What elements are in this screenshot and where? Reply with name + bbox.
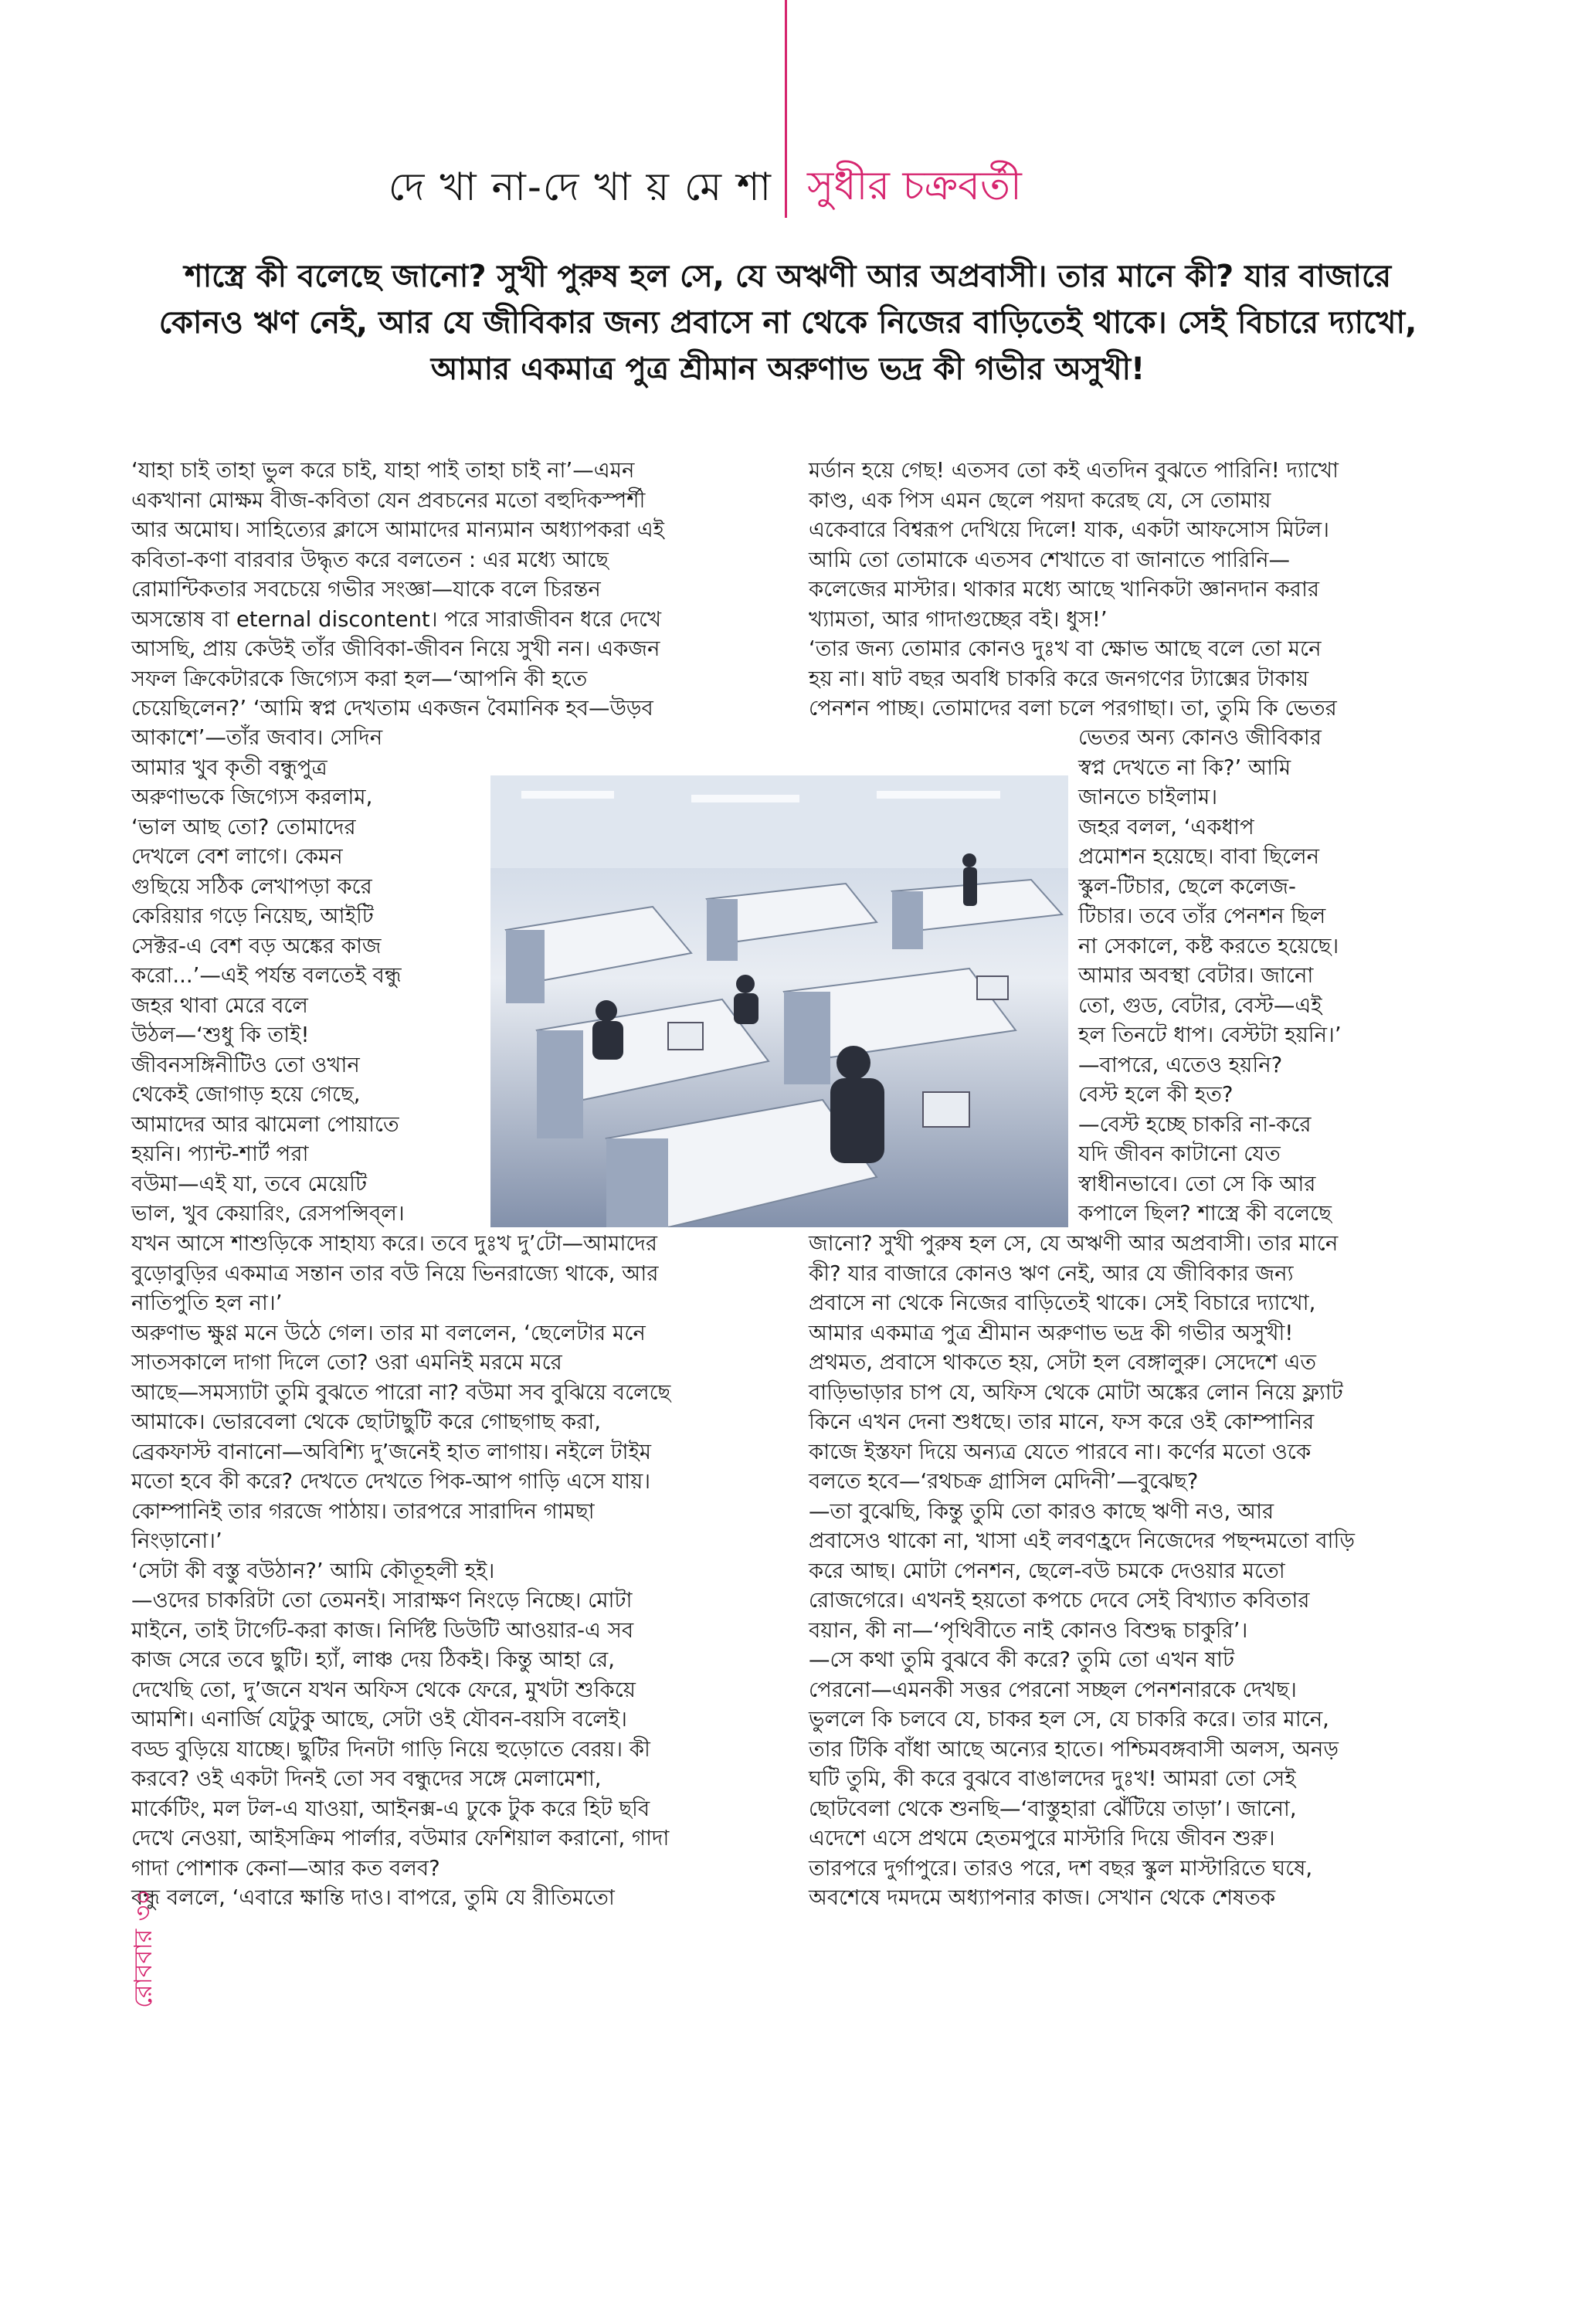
text-line: —ওদের চাকরিটা তো তেমনই। সারাক্ষণ নিংড়ে নিচ্ছে। মোটা [131,1588,633,1613]
text-line: অরুণাভ ক্ষুণ্ণ মনে উঠে গেল। তার মা বললেন, ‘ছেলেটার মনে [131,1320,646,1345]
text-line: বন্ধু বললে, ‘এবারে ক্ষান্তি দাও। বাপরে, তুমি যে রীতিমতো [131,1885,615,1910]
text-line: মার্কেটিং, মল টল-এ যাওয়া, আইনক্স-এ ঢুকে টুক করে হিট ছবি [131,1796,650,1821]
text-line: সাতসকালে দাগা দিলে তো? ওরা এমনিই মরমে মরে [131,1350,562,1375]
text-line: রোজগেরে। এখনই হয়তো কপচে দেবে সেই বিখ্যাত কবিতার [809,1588,1310,1613]
text-line: কলেজের মাস্টার। থাকার মধ্যে আছে খানিকটা জ্ঞানদান করার [809,577,1320,602]
text-line: আমাকে। ভোরবেলা থেকে ছোটাছুটি করে গোছগাছ করা, [131,1410,601,1434]
text-line: এদেশে এসে প্রথমে হেতমপুরে মাস্টারি দিয়ে জীবন শুরু। [809,1826,1275,1851]
text-line: আমাদের আর ঝামেলা পোয়াতে [131,1111,399,1137]
right-column-top [809,456,1447,724]
text-line: হল তিনটে ধাপ। বেস্টটা হয়নি।’ [1078,1023,1342,1047]
text-line: মর্ডান হয়ে গেছ! এতসব তো কই এতদিন বুঝতে পারিনি! দ্যাখো [809,458,1339,483]
text-line: থেকেই জোগাড় হয়ে গেছে, [131,1082,361,1107]
text-line: নিংড়ানো।’ [131,1528,222,1553]
text-line: আমার একমাত্র পুত্র শ্রীমান অরুণাভ ভদ্র কী গভীর অসুখী! [809,1320,1294,1345]
text-line: প্রথমত, প্রবাসে থাকতে হয়, সেটা হল বেঙ্গালুরু। সেদেশে এত [809,1350,1317,1375]
text-line: কাণ্ড, এক পিস এমন ছেলে পয়দা করেছ যে, সে তোমায় [809,487,1271,513]
text-line: আসছি, প্রায় কেউই তাঁর জীবিকা-জীবন নিয়ে সুখী নন। একজন [131,636,660,661]
lead-line: শাস্ত্রে কী বলেছে জানো? সুখী পুরুষ হল সে, যে অঋণী আর অপ্রবাসী। তার মানে কী? যার বাজারে [184,259,1392,294]
left-column-top [131,456,779,724]
text-line: রোমান্টিকতার সবচেয়ে গভীর সংজ্ঞা—যাকে বলে চিরন্তন [131,577,601,602]
text-line: তারপরে দুর্গাপুরে। তারও পরে, দশ বছর স্কুল মাস্টারিতে ঘষে, [809,1855,1313,1881]
office-cubicles-photo [490,775,1068,1227]
text-line: আমি তো তোমাকে এতসব শেখাতে বা জানাতে পারিনি— [809,547,1290,572]
left-column-bottom [131,1229,779,1913]
text-line: ভেতর অন্য কোনও জীবিকার [1078,725,1322,750]
text-line: জানো? সুখী পুরুষ হল সে, যে অঋণী আর অপ্রবাসী। তার মানে [809,1231,1339,1256]
page-folio: রোববার ৩০ [128,1888,158,2008]
text-line: বলতে হবে—‘রথচক্র গ্রাসিল মেদিনী’—বুঝেছ? [809,1469,1199,1494]
text-line: করো...’—এই পর্যন্ত বলতেই বন্ধু [131,963,402,988]
text-line: একখানা মোক্ষম বীজ-কবিতা যেন প্রবচনের মতো বহুদিকস্পর্শী [131,487,646,513]
text-line: ‘ভাল আছ তো? তোমাদের [131,814,356,840]
text-line: গুছিয়ে সঠিক লেখাপড়া করে [131,874,372,899]
lead-paragraph [131,253,1444,392]
text-line: চেয়েছিলেন?’ ‘আমি স্বপ্ন দেখতাম একজন বৈমানিক হব—উড়ব [131,696,653,721]
text-line: কিনে এখন দেনা শুধছে। তার মানে, ফস করে ওই কোম্পানির [809,1410,1315,1434]
text-line: আমশি। এনার্জি যেটুকু আছে, সেটা ওই যৌবন-বয়সি বলেই। [131,1707,627,1732]
text-line: অসন্তোষ বা eternal discontent। পরে সারাজীবন ধরে দেখে [131,606,662,632]
text-line: —সে কথা তুমি বুঝবে কী করে? তুমি তো এখন ষাট [809,1647,1234,1672]
author-name: সুধীর চক্রবর্তী [807,163,1022,209]
text-line: একেবারে বিশ্বরূপ দেখিয়ে দিলে! যাক, একটা আফসোস মিটল। [809,517,1329,542]
text-line: সেক্টর-এ বেশ বড় অঙ্কের কাজ [131,933,382,958]
text-line: পেরনো—এমনকী সত্তর পেরনো সচ্ছল পেনশনারকে দেখছ। [809,1677,1297,1702]
text-line: ‘সেটা কী বস্তু বউঠান?’ আমি কৌতূহলী হই। [131,1558,495,1583]
text-line: স্বপ্ন দেখতে না কি?’ আমি [1078,755,1291,780]
text-line: —বাপরে, এতেও হয়নি? [1078,1052,1283,1077]
text-line: বয়ান, কী না—‘পৃথিবীতে নাই কোনও বিশুদ্ধ চাকুরি’। [809,1617,1248,1643]
text-line: ভুললে কি চলবে যে, চাকর হল সে, যে চাকরি করে। তার মানে, [809,1707,1329,1732]
text-line: দেখে নেওয়া, আইসক্রিম পার্লার, বউমার ফেশিয়াল করানো, গাদা [131,1826,670,1851]
article-title: দে খা না-দে খা য় মে শা [388,165,772,209]
text-line: কোম্পানিই তার গরজে পাঠায়। তারপরে সারাদিন গামছা [131,1498,595,1524]
text-line: যদি জীবন কাটানো যেত [1078,1142,1281,1166]
text-line: জানতে চাইলাম। [1078,785,1218,809]
left-column-narrow [131,723,479,1229]
text-line: তো, গুড, বেটার, বেস্ট—এই [1078,992,1322,1018]
text-line: —বেস্ট হচ্ছে চাকরি না-করে [1078,1111,1312,1137]
text-line: দেখেছি তো, দু’জনে যখন অফিস থেকে ফেরে, মুখটা শুকিয়ে [131,1677,636,1702]
text-line: কাজে ইস্তফা দিয়ে অন্যত্র যেতে পারবে না। কর্ণের মতো ওকে [809,1439,1312,1464]
lead-line: কোনও ঋণ নেই, আর যে জীবিকার জন্য প্রবাসে না থেকে নিজের বাড়িতেই থাকে। সেই বিচারে দ্যাখো, [158,305,1417,341]
text-line: আর অমোঘ। সাহিত্যের ক্লাসে আমাদের মান্যমান অধ্যাপকরা এই [131,517,664,542]
right-column-narrow [1078,723,1447,1229]
text-line: বুড়োবুড়ির একমাত্র সন্তান তার বউ নিয়ে ভিনরাজ্যে থাকে, আর [131,1260,659,1286]
text-line: টিচার। তবে তাঁর পেনশন ছিল [1078,904,1326,928]
text-line: সফল ক্রিকেটারকে জিগ্যেস করা হল—‘আপনি কী হতে [131,666,588,691]
text-line: আমার খুব কৃতী বন্ধুপুত্র [131,755,327,780]
text-line: করবে? ওই একটা দিনই তো সব বন্ধুদের সঙ্গে মেলামেশা, [131,1766,602,1791]
text-line: প্রবাসেও থাকো না, খাসা এই লবণহ্রদে নিজেদের পছন্দমতো বাড়ি [809,1528,1355,1553]
text-line: ঘটি তুমি, কী করে বুঝবে বাঙালদের দুঃখ! আমরা তো সেই [809,1766,1296,1791]
text-line: ‘যাহা চাই তাহা ভুল করে চাই, যাহা পাই তাহা চাই না’—এমন [131,458,635,483]
text-line: তার টিকি বাঁধা আছে অন্যের হাতে। পশ্চিমবঙ্গবাসী অলস, অনড় [809,1736,1339,1762]
text-line: না সেকালে, কষ্ট করতে হয়েছে। [1078,933,1339,958]
text-line: কবিতা-কণা বারবার উদ্ধৃত করে বলতেন : এর মধ্যে আছে [131,547,609,572]
text-line: জীবনসঙ্গিনীটিও তো ওখান [131,1052,360,1077]
text-line: স্কুল-টিচার, ছেলে কলেজ- [1078,874,1296,899]
header-divider [785,0,787,218]
text-line: প্রবাসে না থেকে নিজের বাড়িতেই থাকে। সেই বিচারে দ্যাখো, [809,1291,1316,1315]
text-line: দেখলে বেশ লাগে। কেমন [131,844,343,869]
text-line: মাইনে, তাই টার্গেট-করা কাজ। নির্দিষ্ট ডিউটি আওয়ার-এ সব [131,1617,634,1643]
text-line: আকাশে’—তাঁর জবাব। সেদিন [131,725,383,750]
text-line: বাড়িভাড়ার চাপ যে, অফিস থেকে মোটা অঙ্কের লোন নিয়ে ফ্ল্যাট [809,1379,1343,1405]
text-line: প্রমোশন হয়েছে। বাবা ছিলেন [1078,844,1320,869]
text-line: কপালে ছিল? শাস্ত্রে কী বলেছে [1078,1201,1332,1226]
text-line: আমার অবস্থা বেটার। জানো [1078,963,1314,988]
text-line: গাদা পোশাক কেনা—আর কত বলব? [131,1855,440,1881]
text-line: কেরিয়ার গড়ে নিয়েছ, আইটি [131,904,374,928]
right-column-bottom [809,1229,1447,1913]
text-line: বউমা—এই যা, তবে মেয়েটি [131,1171,367,1196]
text-line: হয়নি। প্যান্ট-শার্ট পরা [131,1142,309,1166]
text-line: ‘তার জন্য তোমার কোনও দুঃখ বা ক্ষোভ আছে বলে তো মনে [809,636,1322,661]
text-line: খ্যামতা, আর গাদাগুচ্ছের বই। ধুস!’ [809,606,1108,632]
text-line: ছোটবেলা থেকে শুনছি—‘বাস্তুহারা ঝেঁটিয়ে তাড়া’। জানো, [809,1796,1297,1821]
text-line: বেস্ট হলে কী হত? [1078,1082,1234,1107]
text-line: ব্রেকফাস্ট বানানো—অবিশ্যি দু’জনেই হাত লাগায়। নইলে টাইম [131,1439,652,1464]
text-line: মতো হবে কী করে? দেখতে দেখতে পিক-আপ গাড়ি এসে যায়। [131,1469,651,1494]
text-line: জহর থাবা মেরে বলে [131,992,308,1018]
text-line: কী? যার বাজারে কোনও ঋণ নেই, আর যে জীবিকার জন্য [809,1260,1294,1286]
text-line: ভাল, খুব কেয়ারিং, রেসপন্সিব্‌ল। [131,1201,405,1226]
text-line: করে আছ। মোটা পেনশন, ছেলে-বউ চমকে দেওয়ার মতো [809,1558,1285,1583]
lead-line: আমার একমাত্র পুত্র শ্রীমান অরুণাভ ভদ্র কী গভীর অসুখী! [430,351,1145,387]
text-line: উঠল—‘শুধু কি তাই! [131,1023,310,1047]
text-line: যখন আসে শাশুড়িকে সাহায্য করে। তবে দুঃখ দু’টো—আমাদের [131,1231,658,1256]
text-line: পেনশন পাচ্ছ। তোমাদের বলা চলে পরগাছা। তা, তুমি কি ভেতর [809,696,1337,721]
text-line: নাতিপুতি হল না।’ [131,1291,283,1315]
text-line: কাজ সেরে তবে ছুটি। হ্যাঁ, লাঞ্চ দেয় ঠিকই। কিন্তু আহা রে, [131,1647,616,1672]
text-line: আছে—সমস্যাটা তুমি বুঝতে পারো না? বউমা সব বুঝিয়ে বলেছে [131,1379,671,1405]
text-line: জহর বলল, ‘একধাপ [1078,814,1254,840]
text-line: অবশেষে দমদমে অধ্যাপনার কাজ। সেখান থেকে শেষতক [809,1885,1276,1910]
text-line: হয় না। ষাট বছর অবধি চাকরি করে জনগণের ট্যাক্সের টাকায় [809,666,1309,691]
text-line: বড্ড বুড়িয়ে যাচ্ছে। ছুটির দিনটা গাড়ি নিয়ে হুড়োতে বেরয়। কী [131,1736,650,1762]
text-line: স্বাধীনভাবে। তো সে কি আর [1078,1171,1316,1196]
text-line: —তা বুঝেছি, কিন্তু তুমি তো কারও কাছে ঋণী নও, আর [809,1498,1274,1524]
text-line: অরুণাভকে জিগ্যেস করলাম, [131,785,373,809]
